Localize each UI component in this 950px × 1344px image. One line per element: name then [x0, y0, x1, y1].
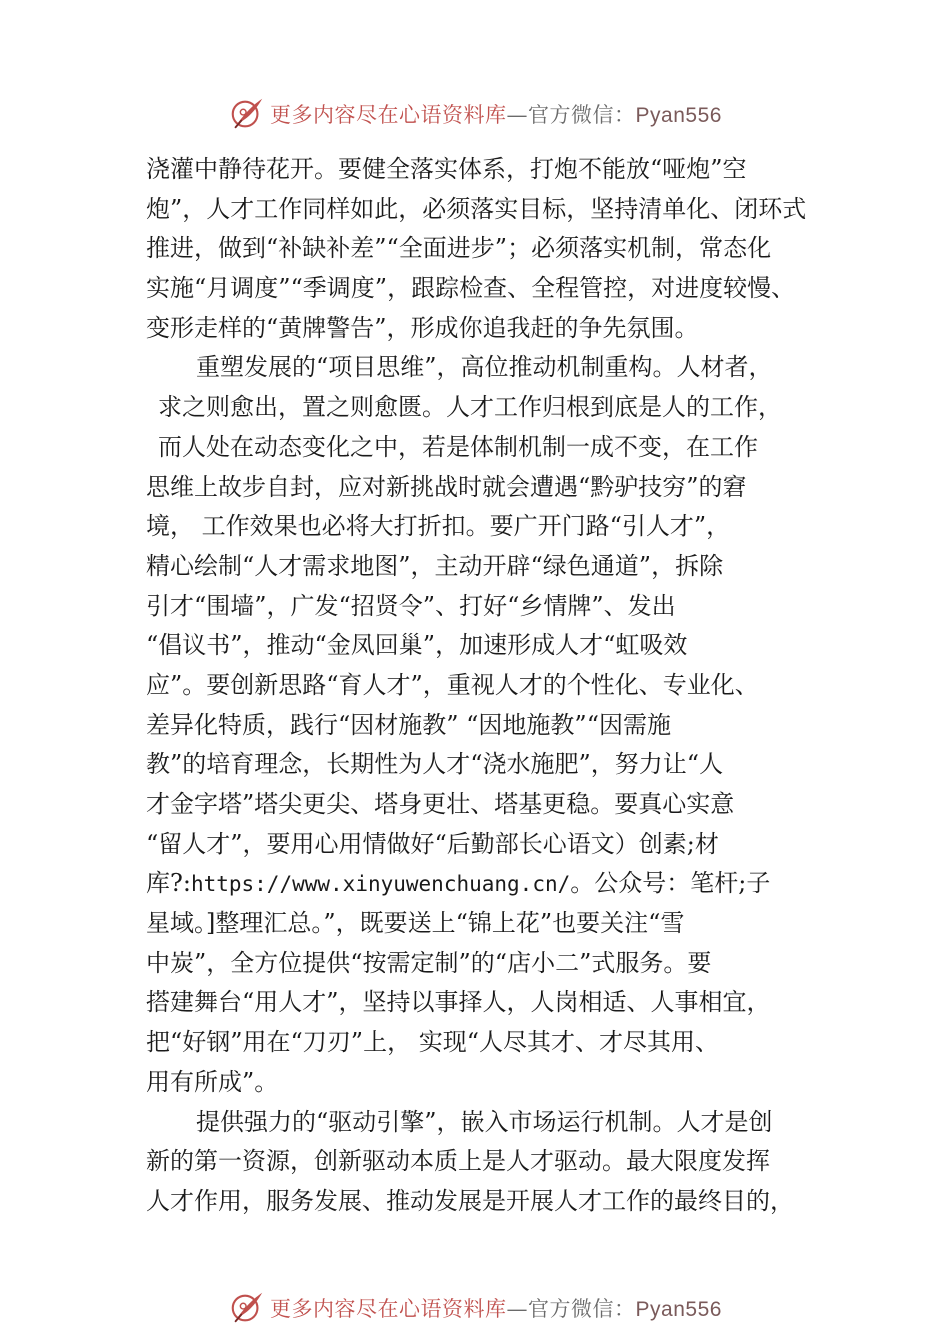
text-line: 引才“围墙”，广发“招贤令”、打好“乡情牌”、发出: [146, 591, 676, 620]
quill-logo-icon: [228, 95, 266, 133]
text-line: 新的第一资源，创新驱动本质上是人才驱动。最大限度发挥: [146, 1147, 770, 1176]
document-body: [146, 150, 836, 1222]
text-line: 搭建舞台“用人才”，坚持以事择人，人岗相适、人事相宜，: [146, 988, 771, 1017]
text-line: 精心绘制“人才需求地图”，主动开辟“绿色通道”，拆除: [146, 551, 724, 580]
footer-brand: 更多内容尽在心语资料库: [270, 1297, 507, 1321]
header-dash: —: [506, 103, 529, 127]
footer-dash: —: [506, 1297, 529, 1321]
text-line: 用有所成”。: [146, 1067, 279, 1096]
text-line-tail: 。公众号：笔杆;子: [570, 869, 771, 898]
text-line: 差异化特质，践行“因材施教” “因地施教”“因需施: [146, 710, 671, 739]
url-text: https://www.xinyuwenchuang.cn/: [190, 872, 571, 897]
text-line: 浇灌中静待花开。要健全落实体系，打炮不能放“哑炮”空: [146, 155, 747, 183]
footer-account: Pyan556: [635, 1298, 722, 1321]
header-brand: 更多内容尽在心语资料库: [270, 103, 507, 127]
text-line: 中炭”，全方位提供“按需定制”的“店小二”式服务。要: [146, 948, 712, 977]
text-line: 星域。]整理汇总。”，既要送上“锦上花”也要关注“雪: [146, 909, 685, 938]
footer-banner: [0, 1288, 950, 1328]
text-line: 把“好钢”用在“刀刃”上， 实现“人尽其才、才尽其用、: [146, 1028, 719, 1057]
text-line: 炮”，人才工作同样如此，必须落实目标，坚持清单化、闭环式: [146, 194, 807, 223]
quill-logo-icon: [228, 1289, 266, 1327]
header-account: Pyan556: [635, 104, 722, 127]
text-line: 应”。要创新思路“育人才”，重视人才的个性化、专业化、: [146, 670, 759, 699]
text-line: 思维上故步自封，应对新挑战时就会遭遇“黔驴技穷”的窘: [146, 472, 747, 501]
text-line: 提供强力的“驱动引擎”，嵌入市场运行机制。人才是创: [196, 1107, 773, 1136]
text-line: 求之则愈出，置之则愈匮。人才工作归根到底是人的工作，: [158, 393, 782, 422]
text-line: 推进，做到“补缺补差”“全面进步”；必须落实机制，常态化: [146, 234, 772, 263]
text-line: 境， 工作效果也必将大打折扣。要广开门路“引人才”，: [146, 512, 731, 541]
text-line-with-url: [146, 864, 836, 904]
text-line: “留人才”，要用心用情做好“后勤部长心语文）创素;材: [146, 829, 719, 858]
text-line: 人才作用，服务发展、推动发展是开展人才工作的最终目的，: [146, 1186, 794, 1215]
text-line: 实施“月调度”“季调度”，跟踪检查、全程管控，对进度较慢、: [146, 274, 796, 303]
footer-text: [270, 1293, 722, 1323]
footer-wechat-label: 官方微信：: [528, 1297, 636, 1321]
header-text: [270, 99, 722, 129]
text-line: 而人处在动态变化之中，若是体制机制一成不变，在工作: [158, 432, 758, 461]
text-line: “倡议书”，推动“金凤回巢”，加速形成人才“虹吸效: [146, 631, 688, 660]
text-line: 教”的培育理念，长期性为人才“浇水施肥”，努力让“人: [146, 750, 724, 779]
text-line-start: 库?:: [146, 869, 191, 898]
text-line: 重塑发展的“项目思维”，高位推动机制重构。人材者，: [196, 353, 773, 382]
header-banner: [0, 94, 950, 134]
text-line: 才金字塔”塔尖更尖、塔身更壮、塔基更稳。要真心实意: [146, 790, 735, 818]
header-wechat-label: 官方微信：: [528, 103, 636, 127]
text-line: 变形走样的“黄牌警告”，形成你追我赶的争先氛围。: [146, 313, 699, 342]
